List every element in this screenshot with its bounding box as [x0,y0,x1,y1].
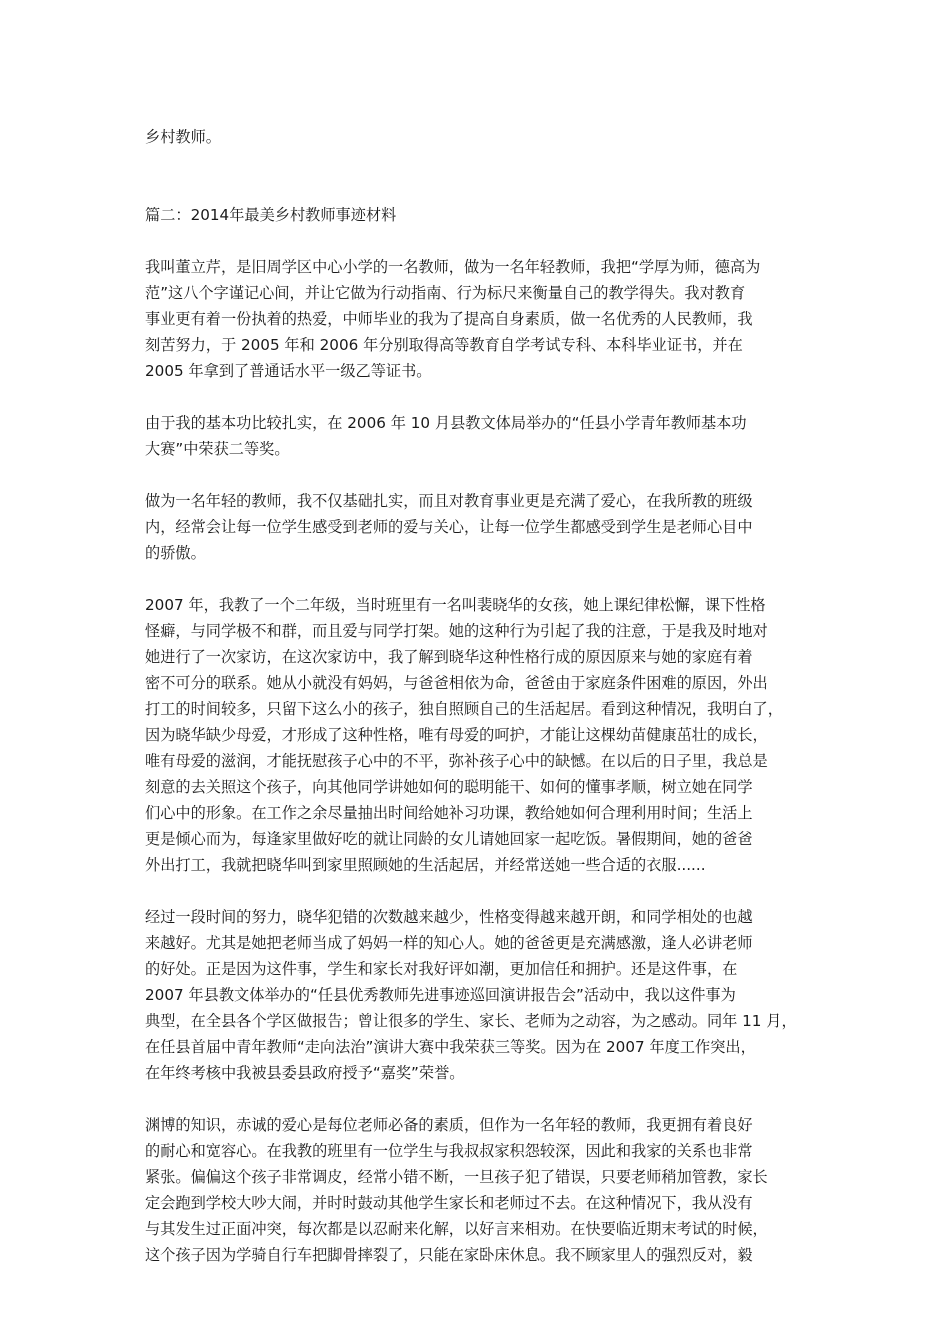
text-line: 篇二：2014年最美乡村教师事迹材料 [145,206,397,224]
paragraph [145,124,815,150]
paragraph [145,410,815,462]
text-line: 紧张。偏偏这个孩子非常调皮，经常小错不断，一旦孩子犯了错误，只要老师稍加管教，家长 [145,1168,768,1186]
text-line: 经过一段时间的努力，晓华犯错的次数越来越少，性格变得越来越开朗，和同学相处的也越 [145,908,753,926]
text-line: 刻意的去关照这个孩子，向其他同学讲她如何的聪明能干、如何的懂事孝顺，树立她在同学 [145,778,753,796]
paragraph [145,592,815,878]
text-line: 在任县首届中青年教师“走向法治”演讲大赛中我荣获三等奖。因为在 2007 年度工作突出， [145,1038,756,1056]
text-line: 更是倾心而为，每逢家里做好吃的就让同龄的女儿请她回家一起吃饭。暑假期间，她的爸爸 [145,830,753,848]
document-page [145,124,815,1268]
paragraph-spacer [145,228,815,254]
text-line: 渊博的知识，赤诚的爱心是每位老师必备的素质，但作为一名年轻的教师，我更拥有着良好 [145,1116,753,1134]
paragraph-spacer [145,462,815,488]
text-line: 怪癖，与同学极不和群，而且爱与同学打架。她的这种行为引起了我的注意，于是我及时地对 [145,622,768,640]
text-line: 们心中的形象。在工作之余尽量抽出时间给她补习功课，教给她如何合理利用时间；生活上 [145,804,753,822]
text-line: 外出打工，我就把晓华叫到家里照顾她的生活起居，并经常送她一些合适的衣服...... [145,856,706,874]
text-line: 的骄傲。 [145,544,206,562]
text-line: 内，经常会让每一位学生感受到老师的爱与关心，让每一位学生都感受到学生是老师心目中 [145,518,753,536]
paragraph [145,1112,815,1268]
text-line: 乡村教师。 [145,128,221,146]
text-line: 的好处。正是因为这件事，学生和家长对我好评如潮，更加信任和拥护。还是这件事，在 [145,960,738,978]
text-line: 2007 年，我教了一个二年级，当时班里有一名叫裴晓华的女孩，她上课纪律松懈，课下性格 [145,596,766,614]
text-line: 典型，在全县各个学区做报告；曾让很多的学生、家长、老师为之动容，为之感动。同年 11 月， [145,1012,797,1030]
paragraph [145,488,815,566]
section-heading [145,202,815,228]
text-line: 事业更有着一份执着的热爱，中师毕业的我为了提高自身素质，做一名优秀的人民教师，我 [145,310,753,328]
text-line: 2007 年县教文体举办的“任县优秀教师先进事迹巡回演讲报告会”活动中，我以这件事为 [145,986,736,1004]
text-line: 打工的时间较多，只留下这么小的孩子，独自照顾自己的生活起居。看到这种情况，我明白了， [145,700,783,718]
paragraph-spacer [145,1086,815,1112]
text-line: 定会跑到学校大吵大闹，并时时鼓动其他学生家长和老师过不去。在这种情况下，我从没有 [145,1194,753,1212]
paragraph-spacer [145,566,815,592]
text-line: 做为一名年轻的教师，我不仅基础扎实，而且对教育事业更是充满了爱心，在我所教的班级 [145,492,753,510]
paragraph [145,904,815,1086]
text-line: 我叫董立芹，是旧周学区中心小学的一名教师，做为一名年轻教师，我把“学厚为师，德高为 [145,258,761,276]
text-line: 在年终考核中我被县委县政府授予“嘉奖”荣誉。 [145,1064,465,1082]
text-line: 范”这八个字谨记心间，并让它做为行动指南、行为标尺来衡量自己的教学得失。我对教育 [145,284,746,302]
paragraph-spacer [145,878,815,904]
paragraph-spacer [145,176,815,202]
text-line: 她进行了一次家访，在这次家访中，我了解到晓华这种性格行成的原因原来与她的家庭有着 [145,648,753,666]
paragraph [145,254,815,384]
text-line: 唯有母爱的滋润，才能抚慰孩子心中的不平，弥补孩子心中的缺憾。在以后的日子里，我总是 [145,752,768,770]
text-line: 2005 年拿到了普通话水平一级乙等证书。 [145,362,432,380]
text-line: 这个孩子因为学骑自行车把脚骨摔裂了，只能在家卧床休息。我不顾家里人的强烈反对，毅 [145,1246,753,1264]
text-line: 刻苦努力，于 2005 年和 2006 年分别取得高等教育自学考试专科、本科毕业证书，并在 [145,336,743,354]
text-line: 因为晓华缺少母爱，才形成了这种性格，唯有母爱的呵护，才能让这棵幼苗健康茁壮的成长， [145,726,768,744]
paragraph-spacer [145,384,815,410]
text-line: 来越好。尤其是她把老师当成了妈妈一样的知心人。她的爸爸更是充满感激，逢人必讲老师 [145,934,753,952]
text-line: 密不可分的联系。她从小就没有妈妈，与爸爸相依为命，爸爸由于家庭条件困难的原因，外出 [145,674,768,692]
text-line: 与其发生过正面冲突，每次都是以忍耐来化解，以好言来相劝。在快要临近期末考试的时候， [145,1220,768,1238]
text-line: 大赛”中荣获二等奖。 [145,440,290,458]
paragraph-spacer [145,150,815,176]
text-line: 的耐心和宽容心。在我教的班里有一位学生与我叔叔家积怨较深，因此和我家的关系也非常 [145,1142,753,1160]
text-line: 由于我的基本功比较扎实，在 2006 年 10 月县教文体局举办的“任县小学青年教师基本功 [145,414,747,432]
